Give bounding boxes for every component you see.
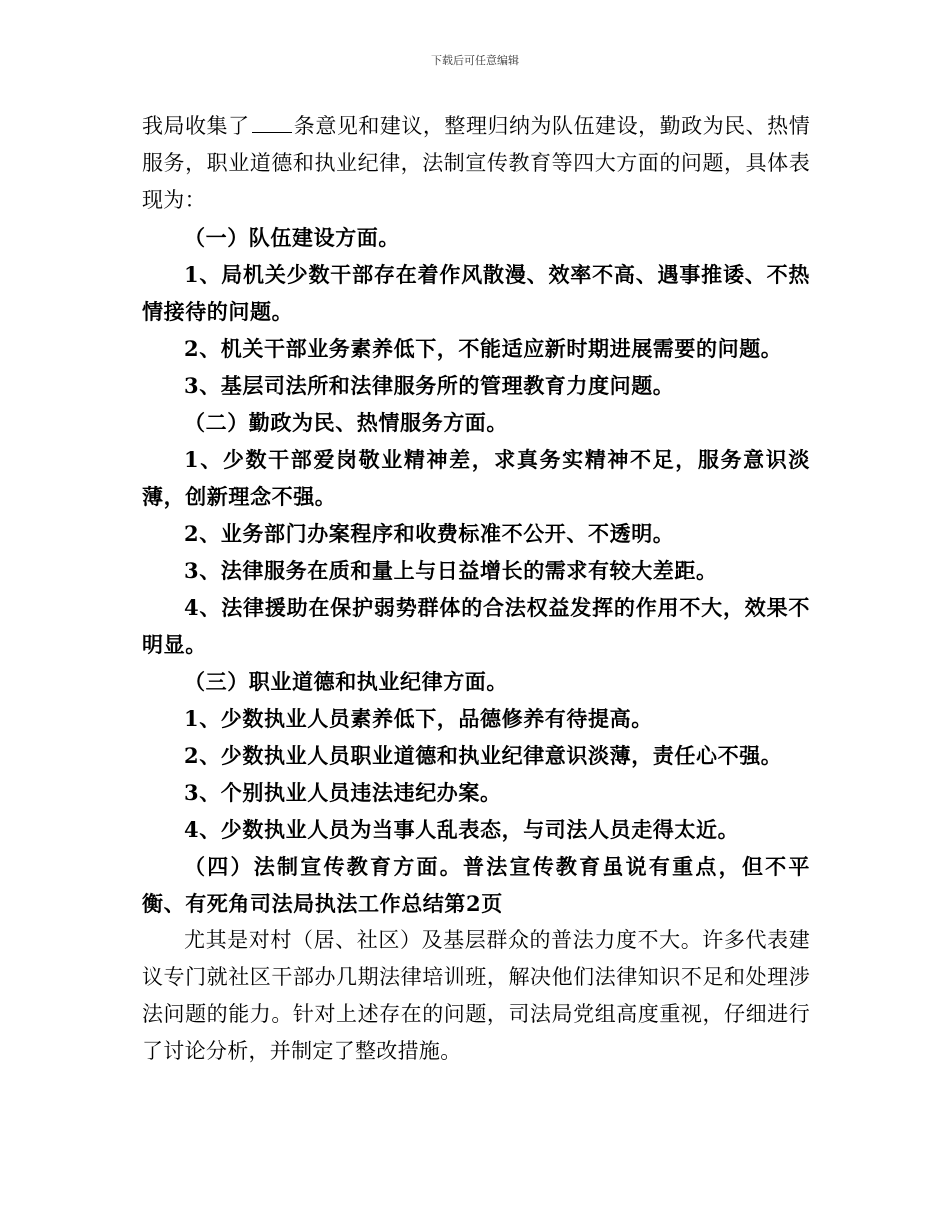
document-body <box>142 108 810 1070</box>
intro-text-after-blank: 条意见和建议，整理归纳为队伍建设，勤政为民、热情服务，职业道德和执业纪律，法制宣传教育等四大方面的问题，具体表现为： <box>142 114 811 212</box>
intro-text-before-blank: 我局收集了 <box>142 114 250 138</box>
fill-in-blank <box>252 112 292 133</box>
section-1-item-3: 3、基层司法所和法律服务所的管理教育力度问题。 <box>184 373 675 398</box>
section-3-item-4: 4、少数执业人员为当事人乱表态，与司法人员走得太近。 <box>184 817 740 842</box>
section-heading-1: （一）队伍建设方面。 <box>184 225 400 250</box>
section-heading-2: （二）勤政为民、热情服务方面。 <box>184 410 508 435</box>
section-2-item-1: 1、少数干部爱岗敬业精神差，求真务实精神不足，服务意识淡薄，创新理念不强。 <box>142 447 810 509</box>
page-header: 下载后可任意编辑 <box>431 54 519 67</box>
section-heading-3: （三）职业道德和执业纪律方面。 <box>184 669 508 694</box>
intro-paragraph <box>142 108 810 219</box>
section-heading-4: （四）法制宣传教育方面。普法宣传教育虽说有重点，但不平衡、有死角司法局执法工作总结第2页 <box>142 854 810 916</box>
section-1-item-2: 2、机关干部业务素养低下，不能适应新时期进展需要的问题。 <box>184 336 783 361</box>
section-3-item-1: 1、少数执业人员素养低下，品德修养有待提高。 <box>184 706 653 731</box>
section-2-item-3: 3、法律服务在质和量上与日益增长的需求有较大差距。 <box>184 558 718 583</box>
section-3-item-3: 3、个别执业人员违法违纪办案。 <box>184 780 502 805</box>
closing-paragraph: 尤其是对村（居、社区）及基层群众的普法力度不大。许多代表建议专门就社区干部办几期法律培训班，解决他们法律知识不足和处理涉法问题的能力。针对上述存在的问题，司法局党组高度重视，仔细进行了讨论分析，并制定了整改措施。 <box>142 928 810 1063</box>
section-3-item-2: 2、少数执业人员职业道德和执业纪律意识淡薄，责任心不强。 <box>184 743 783 768</box>
section-1-item-1: 1、局机关少数干部存在着作风散漫、效率不高、遇事推诿、不热情接待的问题。 <box>142 262 810 324</box>
section-2-item-2: 2、业务部门办案程序和收费标准不公开、不透明。 <box>184 521 675 546</box>
section-2-item-4: 4、法律援助在保护弱势群体的合法权益发挥的作用不大，效果不明显。 <box>142 595 810 657</box>
